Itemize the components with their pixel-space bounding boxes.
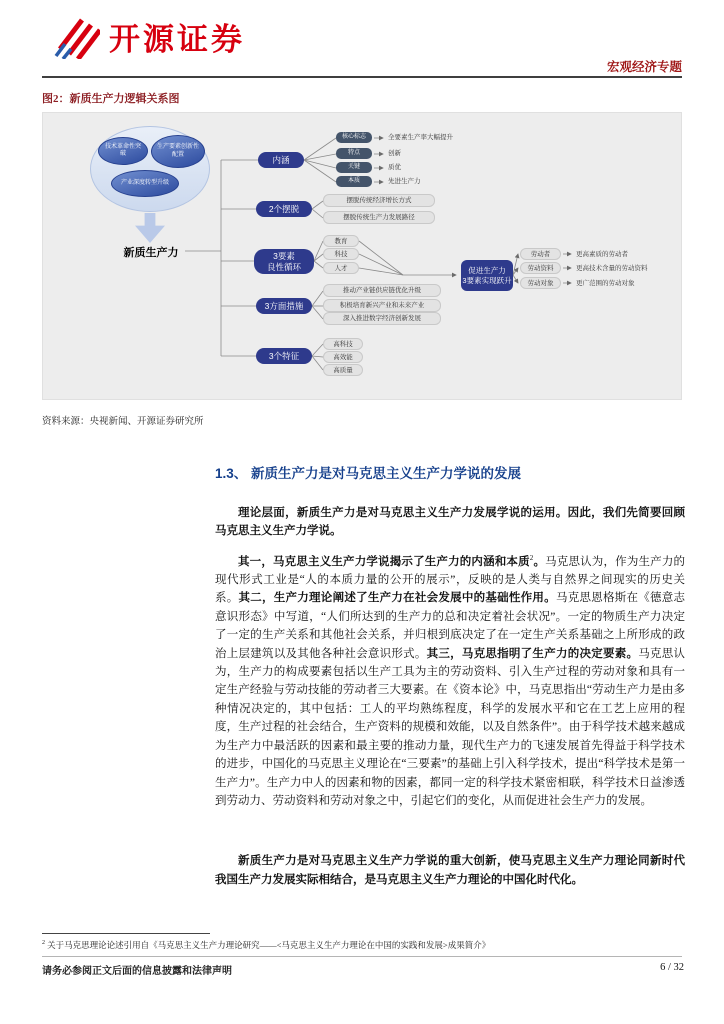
trait-item: 高效能 xyxy=(323,351,363,363)
text-run: 马克思认为，作为生产力的现代形式工业是“人的本质力量的公开的展示”，反映的是人类与自然界之间现实的历史关系。 xyxy=(215,555,686,605)
node-line: 良性循环 xyxy=(266,262,301,272)
cycle-item-education: 教育 xyxy=(323,235,359,247)
tag-key-text: 质优 xyxy=(388,164,401,171)
funnel-item-industry: 产业深度转型升级 xyxy=(111,170,179,197)
tag-core-mark-text: 全要素生产率大幅提升 xyxy=(388,134,453,141)
tag-essence: 本质 xyxy=(336,176,372,187)
figure-title: 图2：新质生产力逻辑关系图 xyxy=(42,93,180,105)
branch-node-three-elements-cycle xyxy=(254,249,314,274)
header-divider xyxy=(42,76,682,78)
paragraph-main xyxy=(215,549,685,811)
text-run: 马克思恩格斯在《德意志意识形态》中写道，“人们所达到的生产力的总和决定着社会状况”。一定的物质生产力决定了一定的生产关系和其他社会关系，并归根到底决定了在一定生产关系基础之上所形成的政治上层建筑以及其他各种社会意识形式。 xyxy=(215,592,686,660)
brand-logo xyxy=(54,14,245,59)
footnote-text: 关于马克思理论论述引用自《马克思主义生产力理论研究——<马克思主义生产力理论在中国的实践和发展>成果简介》 xyxy=(47,940,491,950)
tag-feature-text: 创新 xyxy=(388,150,401,157)
promotion-text-worker: 更高素质的劳动者 xyxy=(576,251,628,258)
text-run: 马克思认为，生产力的构成要素包括以生产工具为主的劳动资料、引入生产过程的劳动对象和具有一定生产经验与劳动技能的劳动者三大要素。在《资本论》中，马克思指出“劳动生产力是由多种情况决定的，其中包括：工人的平均熟练程度，科学的发展水平和它在工艺上应用的程度，生产过程的社会结合，生产资料的规模和效能，以及自然条件”。由于科学技术越来越成为生产力中最活跃的因素和最主要的推动力量，现代生产力的飞速发展首先得益于科学技术的进步，中国化的马克思主义理论在“三要素”的基础上引入科学技术，提出“科学技术是第一生产力”。生产力中人的因素和物的因素，都同一定的科学技术紧密相联，科学技术日益渗透到劳动力、劳动资料和劳动对象之中，引起它们的变化，从而促进社会生产力的发展。 xyxy=(215,647,686,807)
promotion-node xyxy=(461,260,513,291)
breakaway-item: 摆脱传统经济增长方式 xyxy=(323,194,435,207)
branch-node-three-traits: 3个特征 xyxy=(256,348,312,364)
cycle-item-talent: 人才 xyxy=(323,262,359,274)
measure-item: 推动产业链供应链优化升级 xyxy=(323,284,441,297)
funnel-item-factors: 生产要素创新性配置 xyxy=(151,135,205,168)
brand-name: 开源证券 xyxy=(109,22,245,57)
tag-core-mark: 核心标志 xyxy=(336,132,372,143)
report-type-label: 宏观经济专题 xyxy=(606,60,682,74)
tag-essence-text: 先进生产力 xyxy=(388,178,421,185)
section-heading: 1.3、 新质生产力是对马克思主义生产力学说的发展 xyxy=(215,466,522,481)
measure-item: 积极培育新兴产业和未来产业 xyxy=(323,299,441,312)
branch-node-connotation: 内涵 xyxy=(258,152,304,168)
footer-divider xyxy=(42,956,682,957)
promotion-label-object: 劳动对象 xyxy=(520,277,561,289)
funnel-item-tech: 技术革命性突破 xyxy=(98,137,148,165)
page-number: 6 / 32 xyxy=(660,962,684,973)
breakaway-item: 摆脱传统生产力发展路径 xyxy=(323,211,435,224)
promotion-text-object: 更广范围的劳动对象 xyxy=(576,280,635,287)
figure-diagram xyxy=(42,112,682,400)
tag-key: 关键 xyxy=(336,162,372,173)
trait-item: 高科技 xyxy=(323,338,363,350)
funnel-result-label: 新质生产力 xyxy=(123,247,179,259)
paragraph-intro: 理论层面，新质生产力是对马克思主义生产力发展学说的运用。因此，我们先简要回顾马克思主义生产力学说。 xyxy=(215,507,685,538)
tag-feature: 特点 xyxy=(336,148,372,159)
promotion-text-means: 更高技术含量的劳动资料 xyxy=(576,265,648,272)
branch-node-two-breakaways: 2个摆脱 xyxy=(256,201,312,217)
paragraph-conclusion: 新质生产力是对马克思主义生产力学说的重大创新，使马克思主义生产力理论同新时代我国生产力发展实际相结合，是马克思主义生产力理论的中国化时代化。 xyxy=(215,855,685,886)
measure-item: 深入推进数字经济创新发展 xyxy=(323,312,441,325)
footnote-ref: 2 xyxy=(529,553,534,562)
promotion-line: 3要素实现跃升 xyxy=(462,275,512,285)
text-run: 其一，马克思主义生产力学说揭示了生产力的内涵和本质 xyxy=(238,555,530,568)
node-line: 3要素 xyxy=(273,251,295,261)
branch-node-three-measures: 3方面措施 xyxy=(256,298,312,314)
cycle-item-technology: 科技 xyxy=(323,248,359,260)
promotion-label-worker: 劳动者 xyxy=(520,248,561,260)
footnote-marker: 2 xyxy=(42,940,45,947)
promotion-line: 促进生产力 xyxy=(468,265,506,275)
text-run: 其二，生产力理论阐述了生产力在社会发展中的基础性作用。 xyxy=(238,592,556,605)
figure-source: 资料来源：央视新闻、开源证券研究所 xyxy=(42,417,204,427)
footnote xyxy=(42,939,682,951)
trait-item: 高质量 xyxy=(323,364,363,376)
body-column xyxy=(215,462,685,897)
promotion-label-means: 劳动资料 xyxy=(520,262,561,274)
text-run: 。 xyxy=(533,555,546,568)
footnote-divider xyxy=(42,933,210,934)
brand-logo-icon xyxy=(54,15,100,59)
footer-disclaimer: 请务必参阅正文后面的信息披露和法律声明 xyxy=(42,966,232,977)
text-run: 其三，马克思指明了生产力的决定要素。 xyxy=(426,647,639,660)
